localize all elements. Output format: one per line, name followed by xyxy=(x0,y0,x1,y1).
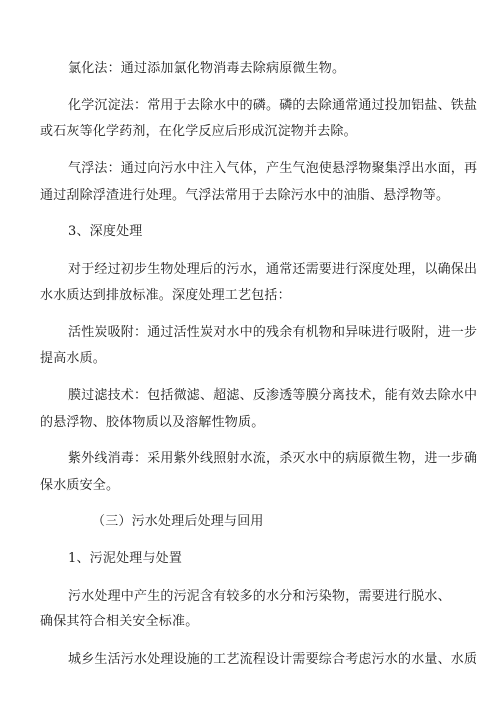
paragraph-air-flotation-line1: 气浮法：通过向污水中注入气体，产生气泡使悬浮物聚集浮出水面，再 xyxy=(68,161,478,176)
paragraph-chemical-precipitation-line1: 化学沉淀法：常用于去除水中的磷。磷的去除通常通过投加铝盐、铁盐 xyxy=(68,98,478,113)
paragraph-chlorination: 氯化法：通过添加氯化物消毒去除病原微生物。 xyxy=(68,61,346,76)
paragraph-membrane-line1: 膜过滤技术：包括微滤、超滤、反渗透等膜分离技术，能有效去除水中 xyxy=(68,388,478,403)
paragraph-membrane-line2: 的悬浮物、胶体物质以及溶解性物质。 xyxy=(40,415,265,430)
section-heading: （三）污水处理后处理与回用 xyxy=(92,514,264,529)
paragraph-design-line1: 城乡生活污水处理设施的工艺流程设计需要综合考虑污水的水量、水质 xyxy=(68,652,478,667)
paragraph-sludge-line2: 确保其符合相关安全标准。 xyxy=(40,614,199,629)
paragraph-chemical-precipitation-line2: 或石灰等化学药剂，在化学反应后形成沉淀物并去除。 xyxy=(40,124,357,139)
heading-sludge: 1、污泥处理与处置 xyxy=(68,551,183,566)
paragraph-advanced-intro-line1: 对于经过初步生物处理后的污水，通常还需要进行深度处理，以确保出 xyxy=(68,262,478,277)
paragraph-uv-line2: 保水质安全。 xyxy=(40,478,120,493)
paragraph-activated-carbon-line1: 活性炭吸附：通过活性炭对水中的残余有机物和异味进行吸附，进一步 xyxy=(68,325,478,340)
heading-advanced-treatment: 3、深度处理 xyxy=(68,224,143,239)
paragraph-sludge-line1: 污水处理中产生的污泥含有较多的水分和污染物，需要进行脱水、 xyxy=(68,589,451,604)
paragraph-advanced-intro-line2: 水水质达到排放标准。深度处理工艺包括： xyxy=(40,288,291,303)
paragraph-activated-carbon-line2: 提高水质。 xyxy=(40,351,107,366)
paragraph-air-flotation-line2: 通过刮除浮渣进行处理。气浮法常用于去除污水中的油脂、悬浮物等。 xyxy=(40,188,450,203)
paragraph-uv-line1: 紫外线消毒：采用紫外线照射水流，杀灭水中的病原微生物，进一步确 xyxy=(68,451,478,466)
